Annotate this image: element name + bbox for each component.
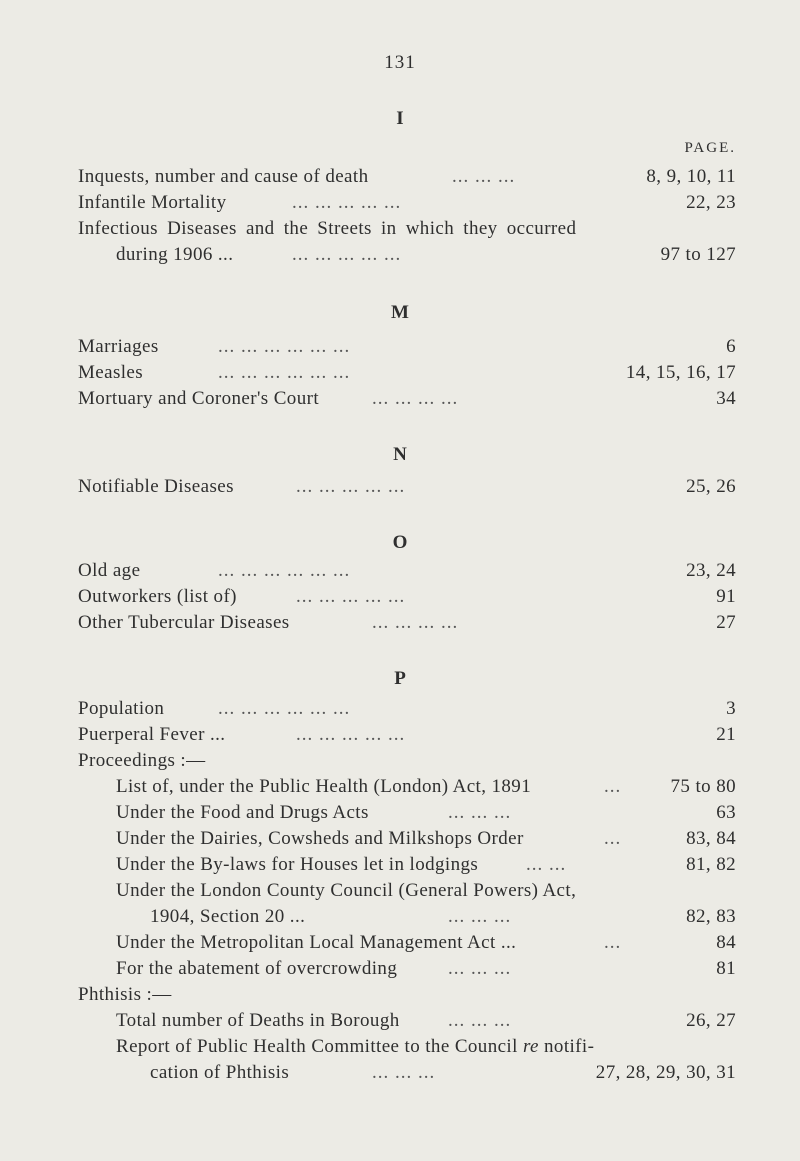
- index-entry: [0, 244, 800, 272]
- index-entry: [0, 192, 800, 220]
- entry-label: For the abatement of overcrowding: [116, 958, 398, 979]
- entry-label: during 1906 ...: [116, 244, 234, 265]
- entry-pages: 27: [716, 612, 736, 633]
- entry-label: Proceedings :—: [78, 750, 206, 771]
- section-letter-i: I: [396, 108, 404, 129]
- entry-label: cation of Phthisis: [150, 1062, 290, 1083]
- entry-pages: 83, 84: [686, 828, 736, 849]
- index-entry: [0, 958, 800, 986]
- index-entry: [0, 724, 800, 752]
- entry-label: Marriages: [78, 336, 159, 357]
- entry-pages: 81, 82: [686, 854, 736, 875]
- leader-dots: ... ... ... ...: [372, 612, 459, 633]
- section-letter-n: N: [393, 444, 407, 465]
- entry-pages: 25, 26: [686, 476, 736, 497]
- index-entry: [0, 362, 800, 390]
- entry-label: Infectious Diseases and the Streets in which they occurred: [78, 218, 577, 239]
- entry-label-part: notifi-: [538, 1036, 595, 1057]
- entry-label: Measles: [78, 362, 144, 383]
- index-entry: [0, 802, 800, 830]
- entry-label: Phthisis :—: [78, 984, 172, 1005]
- index-entry: [0, 336, 800, 364]
- index-entry: [0, 880, 800, 908]
- index-entry: [0, 560, 800, 588]
- entry-label: List of, under the Public Health (London) Act, 1891: [116, 776, 532, 797]
- leader-dots: ... ... ... ... ...: [292, 192, 402, 213]
- index-entry: [0, 586, 800, 614]
- index-entry: [0, 166, 800, 194]
- index-entry: [0, 750, 800, 778]
- index-entry: [0, 984, 800, 1012]
- entry-pages: 6: [726, 336, 736, 357]
- leader-dots: ... ... ...: [448, 1010, 512, 1031]
- entry-pages: 91: [716, 586, 736, 607]
- entry-label: Outworkers (list of): [78, 586, 237, 607]
- leader-dots: ... ... ... ... ...: [296, 724, 406, 745]
- leader-dots: ... ... ...: [448, 958, 512, 979]
- index-entry: [0, 854, 800, 882]
- entry-pages: 23, 24: [686, 560, 736, 581]
- leader-dots: ... ... ... ... ...: [296, 476, 406, 497]
- entry-label: Old age: [78, 560, 141, 581]
- leader-dots: ...: [604, 828, 622, 849]
- entry-pages: 27, 28, 29, 30, 31: [595, 1062, 736, 1083]
- entry-label: Under the London County Council (General Powers) Act,: [116, 880, 577, 901]
- entry-label: [116, 1036, 594, 1058]
- entry-pages: 3: [726, 698, 736, 719]
- page-number: 131: [384, 52, 416, 73]
- index-entry: [0, 388, 800, 416]
- leader-dots: ... ... ... ... ... ...: [218, 560, 351, 581]
- entry-pages: 97 to 127: [660, 244, 736, 265]
- entry-label: Total number of Deaths in Borough: [116, 1010, 400, 1031]
- entry-label-part: Report of Public Health Committee to the Council: [116, 1036, 523, 1057]
- entry-label: Under the Metropolitan Local Management Act ...: [116, 932, 517, 953]
- entry-pages: 82, 83: [686, 906, 736, 927]
- entry-label: Notifiable Diseases: [78, 476, 234, 497]
- leader-dots: ... ... ...: [452, 166, 516, 187]
- entry-label: Under the By-laws for Houses let in lodgings: [116, 854, 479, 875]
- section-letter-m: M: [391, 302, 409, 323]
- entry-pages: 26, 27: [686, 1010, 736, 1031]
- section-letter-o: O: [392, 532, 408, 553]
- leader-dots: ... ... ... ... ...: [292, 244, 402, 265]
- entry-pages: 22, 23: [686, 192, 736, 213]
- entry-pages: 21: [716, 724, 736, 745]
- leader-dots: ...: [604, 776, 622, 797]
- index-entry: [0, 1010, 800, 1038]
- leader-dots: ... ...: [526, 854, 567, 875]
- entry-pages: 75 to 80: [670, 776, 736, 797]
- leader-dots: ... ... ... ... ... ...: [218, 698, 351, 719]
- entry-label: Other Tubercular Diseases: [78, 612, 290, 633]
- index-entry: [0, 218, 800, 246]
- section-letter-p: P: [394, 668, 406, 689]
- entry-label: Population: [78, 698, 165, 719]
- leader-dots: ... ... ...: [448, 802, 512, 823]
- entry-label-italic: re: [522, 1036, 539, 1057]
- leader-dots: ... ... ...: [448, 906, 512, 927]
- entry-pages: 34: [716, 388, 736, 409]
- page-column-header: PAGE.: [684, 140, 736, 156]
- index-entry: [0, 476, 800, 504]
- entry-pages: 14, 15, 16, 17: [625, 362, 736, 383]
- leader-dots: ... ... ... ... ... ...: [218, 362, 351, 383]
- index-entry: [0, 1036, 800, 1064]
- entry-label: Under the Dairies, Cowsheds and Milkshops Order: [116, 828, 524, 849]
- leader-dots: ... ... ... ... ... ...: [218, 336, 351, 357]
- entry-pages: 81: [716, 958, 736, 979]
- entry-pages: 84: [716, 932, 736, 953]
- index-entry: [0, 612, 800, 640]
- index-entry: [0, 932, 800, 960]
- index-entry: [0, 776, 800, 804]
- leader-dots: ... ... ...: [372, 1062, 436, 1083]
- entry-label: Puerperal Fever ...: [78, 724, 226, 745]
- leader-dots: ...: [604, 932, 622, 953]
- entry-label: Mortuary and Coroner's Court: [78, 388, 319, 409]
- entry-label: Under the Food and Drugs Acts: [116, 802, 369, 823]
- entry-pages: 63: [716, 802, 736, 823]
- index-entry: [0, 906, 800, 934]
- leader-dots: ... ... ... ...: [372, 388, 459, 409]
- entry-label: Infantile Mortality: [78, 192, 227, 213]
- entry-label: Inquests, number and cause of death: [78, 166, 369, 187]
- entry-label: 1904, Section 20 ...: [150, 906, 306, 927]
- leader-dots: ... ... ... ... ...: [296, 586, 406, 607]
- index-entry: [0, 1062, 800, 1090]
- entry-pages: 8, 9, 10, 11: [646, 166, 736, 187]
- index-entry: [0, 828, 800, 856]
- index-entry: [0, 698, 800, 726]
